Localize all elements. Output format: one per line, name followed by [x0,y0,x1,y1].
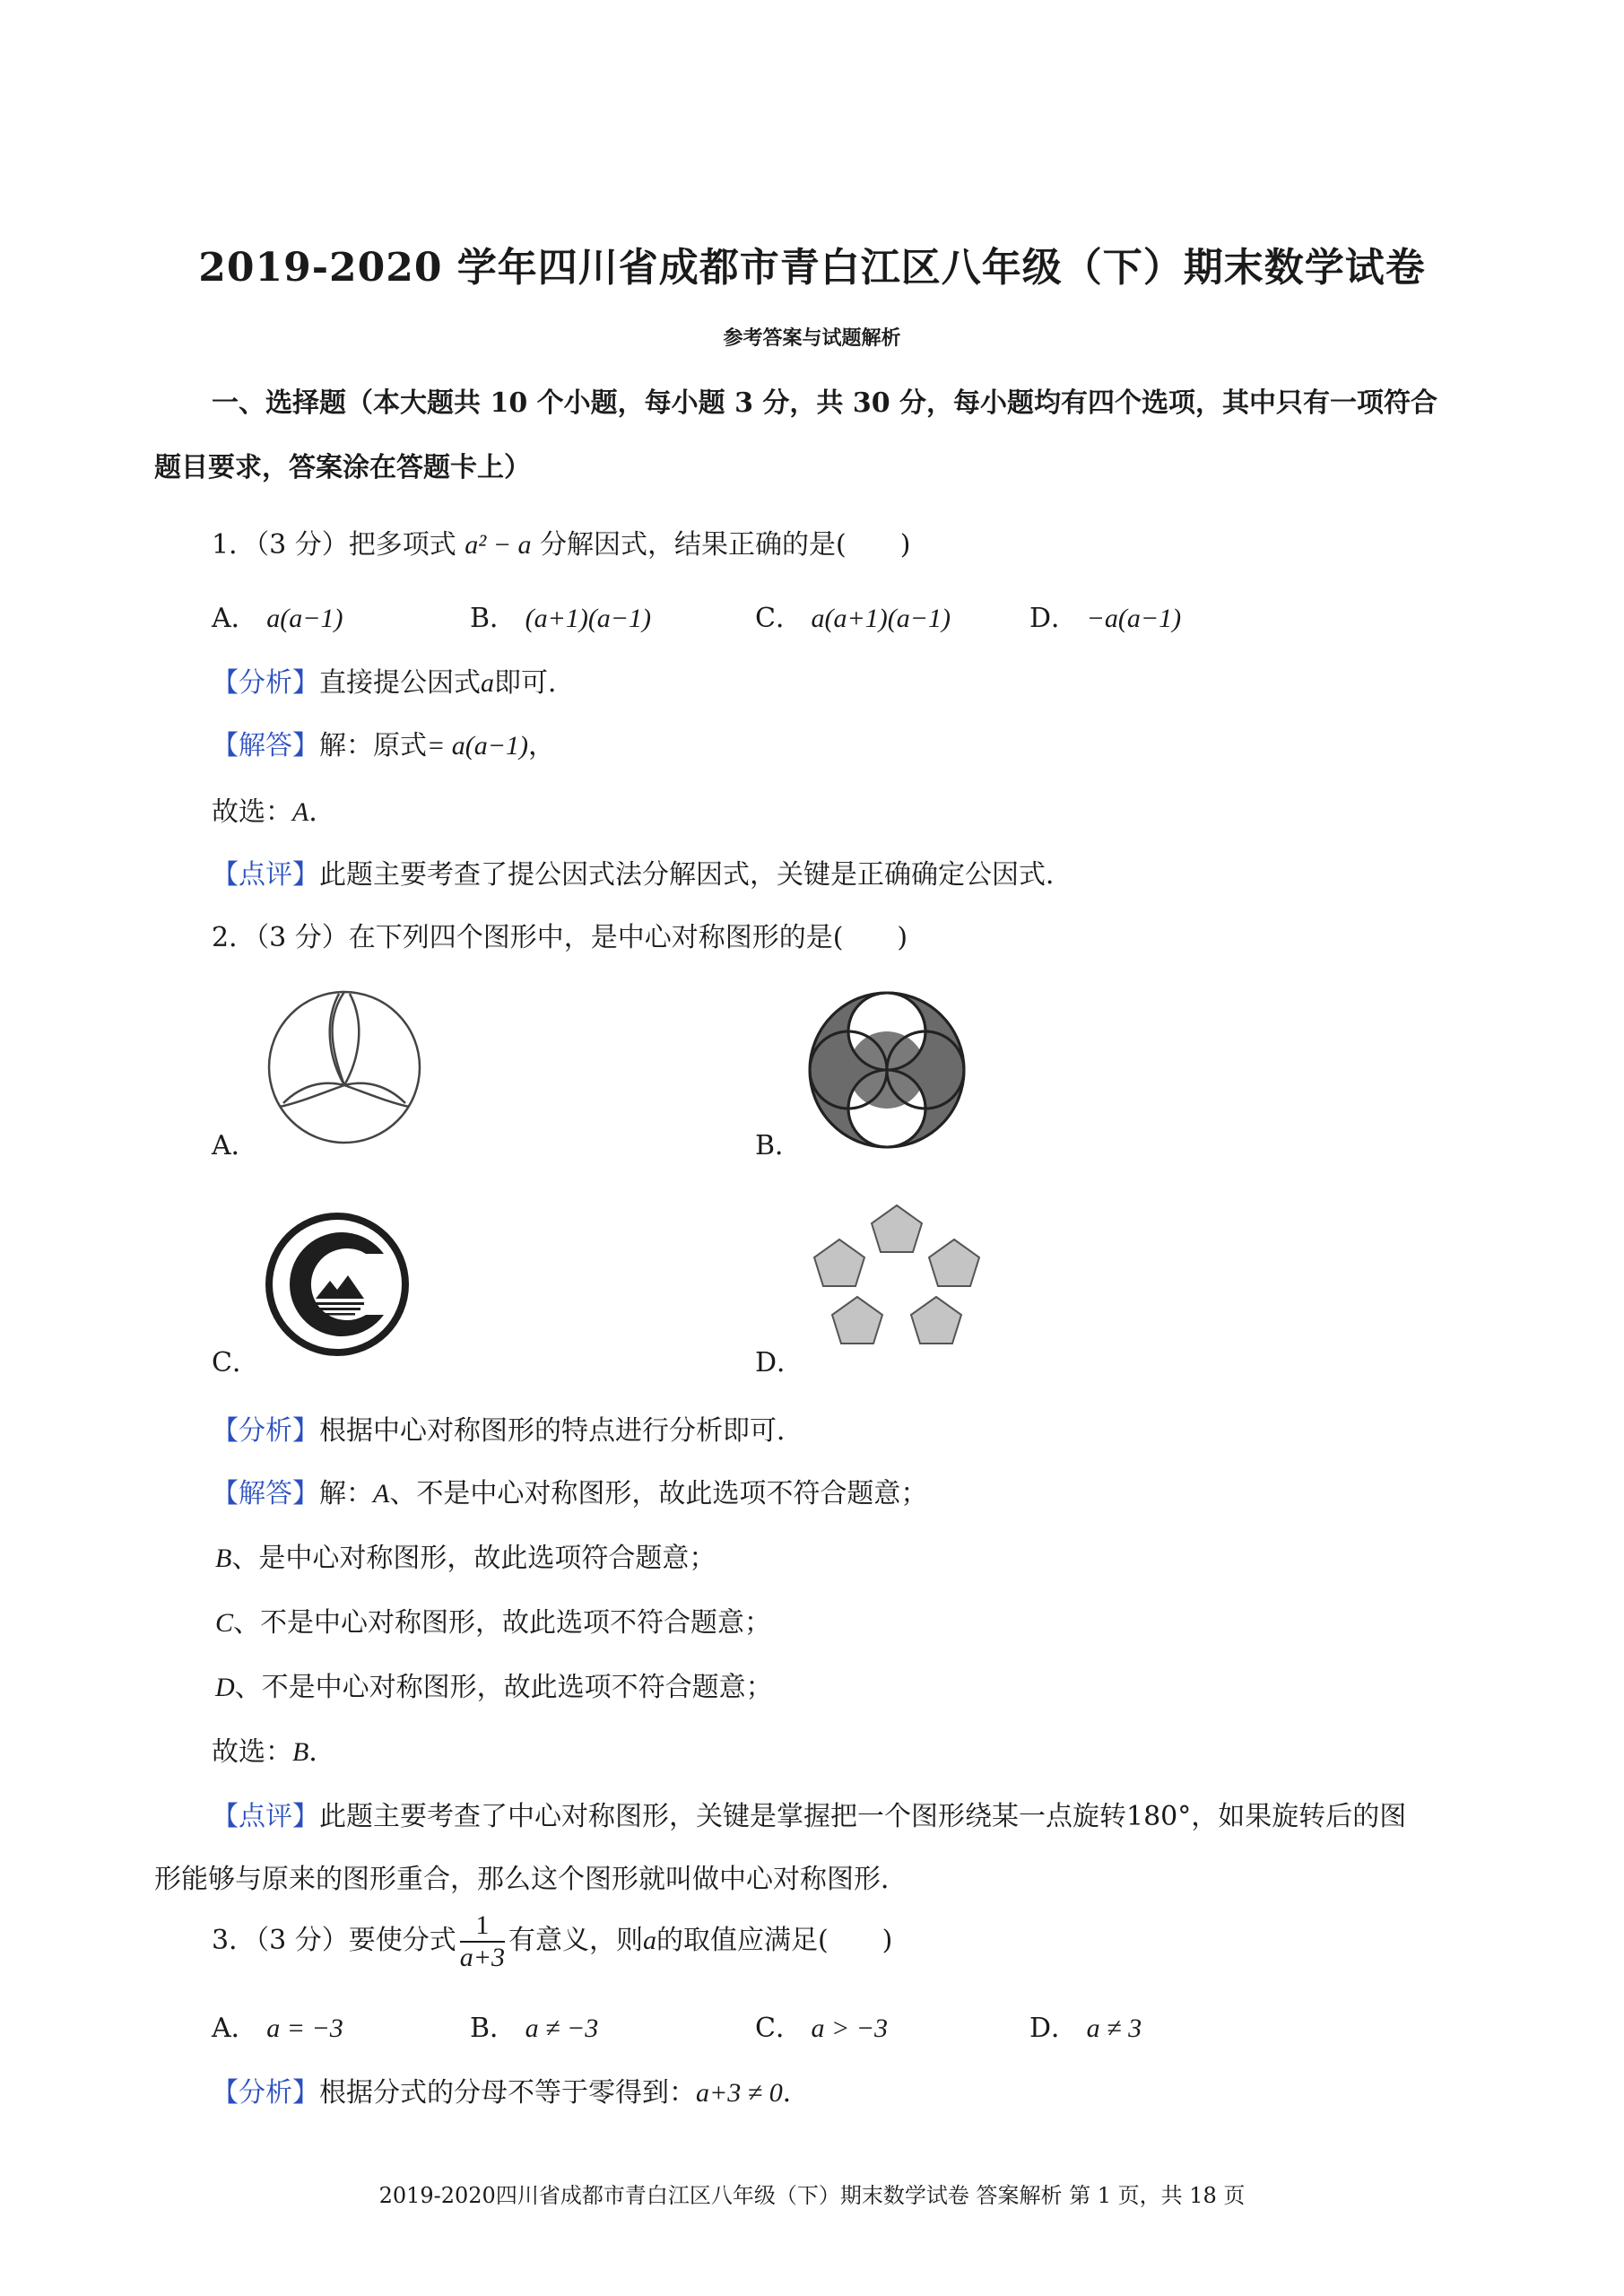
option-label: C． [755,603,803,634]
section-heading-line2: 题目要求，答案涂在答题卡上） [154,452,531,483]
comment-text: 此题主要考查了提公因式法分解因式，关键是正确确定公因式． [319,859,1073,891]
choice-end: ． [308,1736,336,1768]
q3-option-b [470,2005,598,2045]
option-expression: a ≠ 3 [1086,2013,1142,2043]
q2-solution-line-b [215,1535,716,1575]
q1-option-c [755,596,951,635]
solution-expression: = a(a−1) [427,731,528,761]
solution-tag: 【解答】 [212,1478,319,1509]
section-heading-line1: 一、选择题（本大题共 10 个小题，每小题 3 分，共 30 分，每小题均有四个选项，其中只有一项符合 [212,387,1438,419]
analysis-text: 根据中心对称图形的特点进行分析即可． [319,1415,803,1447]
option-label: A． [212,2013,258,2044]
solution-text: 、是中心对称图形，故此选项符合题意； [231,1543,716,1574]
q3-stem-suffix: 的取值应满足( ) [656,1925,893,1956]
option-expression: a(a+1)(a−1) [811,604,951,633]
q3-stem [212,1910,892,1973]
solution-text: 、不是中心对称图形，故此选项不符合题意； [233,1607,772,1639]
q3-stem-prefix: 3．（3 分）要使分式 [212,1925,456,1956]
page-subtitle: 参考答案与试题解析 [723,326,901,350]
figure-label-c: C． [212,1347,259,1378]
fraction-numerator: 1 [460,1910,505,1943]
option-expression: a = −3 [266,2013,343,2043]
q2-solution-line-d [215,1665,773,1704]
page-footer: 2019-2020四川省成都市青白江区八年级（下）期末数学试卷 答案解析 第 1 页，共 18 页 [378,2183,1246,2208]
choice-label: 故选： [212,1736,292,1768]
q1-stem-suffix: 分解因式，结果正确的是( ) [540,529,911,561]
figure-b-four-circle-pattern [805,988,968,1152]
analysis-expression: a+3 ≠ 0 [696,2078,783,2108]
option-expression: a(a−1) [266,604,343,633]
option-label: D． [1029,603,1079,634]
analysis-tag: 【分析】 [212,1415,319,1447]
analysis-text-end: ． [782,2077,810,2109]
solution-tag: 【解答】 [212,730,319,761]
figure-label-d: D． [755,1347,804,1378]
comment-tag: 【点评】 [212,1801,319,1832]
solution-letter: C [215,1608,234,1638]
solution-text: 、不是中心对称图形，故此选项不符合题意； [389,1478,928,1509]
figure-label-b: B． [755,1130,803,1161]
choice-label: 故选： [212,796,292,828]
comment-text: 此题主要考查了中心对称图形，关键是掌握把一个图形绕某一点旋转180°，如果旋转后的图 [319,1801,1407,1832]
q1-solution [212,723,555,762]
q1-option-b [470,596,651,635]
analysis-text: 根据分式的分母不等于零得到： [319,2077,696,2109]
q1-choice [212,789,335,829]
q2-choice [212,1729,335,1769]
q1-analysis [212,660,575,700]
solution-text-end: ， [527,730,555,761]
choice-end: ． [308,796,336,828]
figure-c-c-logo [262,1209,413,1360]
page-title: 2019-2020 学年四川省成都市青白江区八年级（下）期末数学试卷 [198,245,1426,291]
option-expression: a ≠ −3 [525,2013,599,2043]
q1-comment [212,852,1073,891]
option-label: C． [755,2013,803,2044]
q3-option-a [212,2005,343,2045]
fraction-denominator: a+3 [459,1943,505,1972]
q1-option-a [212,596,343,635]
option-label: A． [212,603,258,634]
solution-text: 、不是中心对称图形，故此选项不符合题意； [234,1672,773,1703]
q2-comment-line1 [212,1794,1406,1833]
q2-analysis [212,1408,803,1448]
q3-option-c [755,2005,888,2045]
q2-solution-line-a [212,1471,927,1510]
analysis-tag: 【分析】 [212,667,319,699]
option-label: B． [470,2013,517,2044]
q2-stem: 2．（3 分）在下列四个图形中，是中心对称图形的是( ) [212,922,908,953]
option-label: B． [470,603,517,634]
option-expression: (a+1)(a−1) [525,604,652,633]
q3-analysis [212,2070,810,2109]
figure-d-five-pentagons [811,1202,983,1367]
figure-label-a: A． [212,1130,258,1161]
q3-stem-variable: a [642,1926,656,1955]
q3-option-d [1029,2005,1142,2045]
q2-solution-line-c [215,1600,771,1639]
option-label: D． [1029,2013,1079,2044]
analysis-tag: 【分析】 [212,2077,319,2109]
q1-stem-expression: a² − a [465,530,532,560]
solution-letter: A [373,1479,390,1509]
analysis-text-end: 即可． [494,667,575,699]
q1-option-d [1029,596,1181,635]
option-expression: a > −3 [811,2013,889,2043]
q1-stem-prefix: 1．（3 分）把多项式 [212,529,456,561]
choice-value: B [292,1737,309,1767]
q3-stem-middle: 有意义，则 [508,1925,643,1956]
solution-text: 解：原式 [319,730,427,761]
analysis-variable: a [481,668,494,698]
q1-stem [212,522,910,561]
q2-comment-line2: 形能够与原来的图形重合，那么这个图形就叫做中心对称图形． [154,1864,908,1895]
choice-value: A [292,797,309,827]
analysis-text: 直接提公因式 [319,667,481,699]
comment-tag: 【点评】 [212,859,319,891]
solution-letter: D [215,1673,235,1702]
q3-fraction [460,1910,505,1973]
solution-letter: B [215,1544,232,1573]
option-expression: −a(a−1) [1086,604,1182,633]
figure-a-three-arc-circle [265,988,423,1146]
solution-intro: 解： [319,1478,373,1509]
